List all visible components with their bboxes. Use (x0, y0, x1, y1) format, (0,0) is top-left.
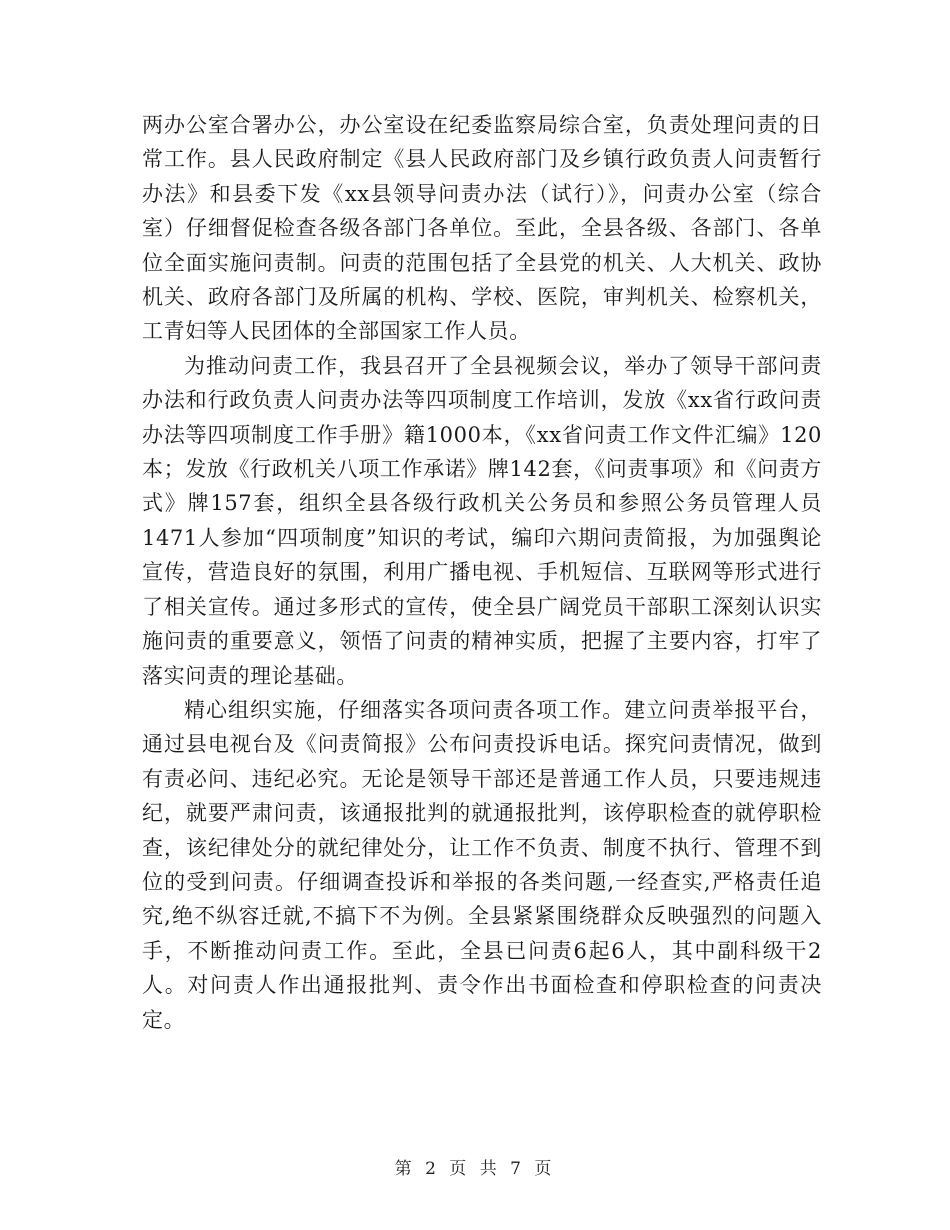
page-number-footer: 第 2 页 共 7 页 (394, 1159, 556, 1179)
body-paragraph-1: 两办公室合署办公，办公室设在纪委监察局综合室，负责处理问责的日常工作。县人民政府制定《县人民政府部门及乡镇行政负责人问责暂行办法》和县委下发《xx县领导问责办法（试行）》，问责办公室（综合室）仔细督促检查各级各部门各单位。至此，全县各级、各部门、各单位全面实施问责制。问责的范围包括了全县党的机关、人大机关、政协机关、政府各部门及所属的机构、学校、医院，审判机关、检察机关，工青妇等人民团体的全部国家工作人员。 (142, 113, 822, 344)
body-paragraph-2: 为推动问责工作，我县召开了全县视频会议，举办了领导干部问责办法和行政负责人问责办法等四项制度工作培训，发放《xx省行政问责办法等四项制度工作手册》籍1000本，《xx省问责工作文件汇编》120本；发放《行政机关八项工作承诺》牌142套，《问责事项》和《问责方式》牌157套，组织全县各级行政机关公务员和参照公务员管理人员1471人参加“四项制度”知识的考试，编印六期问责简报，为加强舆论宣传，营造良好的氛围，利用广播电视、手机短信、互联网等形式进行了相关宣传。通过多形式的宣传，使全县广阔党员干部职工深刻认识实施问责的重要意义，领悟了问责的精神实质，把握了主要内容，打牢了落实问责的理论基础。 (142, 353, 822, 688)
document-body (142, 108, 822, 1037)
body-paragraph-3: 精心组织实施，仔细落实各项问责各项工作。建立问责举报平台，通过县电视台及《问责简报》公布问责投诉电话。探究问责情况，做到有责必问、违纪必究。无论是领导干部还是普通工作人员，只要违规违纪，就要严肃问责，该通报批判的就通报批判，该停职检查的就停职检查，该纪律处分的就纪律处分，让工作不负责、制度不执行、管理不到位的受到问责。仔细调查投诉和举报的各类问题,一经查实,严格责任追究,绝不纵容迁就,不搞下不为例。全县紧紧围绕群众反映强烈的问题入手，不断推动问责工作。至此，全县已问责6起6人，其中副科级干2人。对问责人作出通报批判、责令作出书面检查和停职检查的问责决定。 (142, 697, 822, 1032)
